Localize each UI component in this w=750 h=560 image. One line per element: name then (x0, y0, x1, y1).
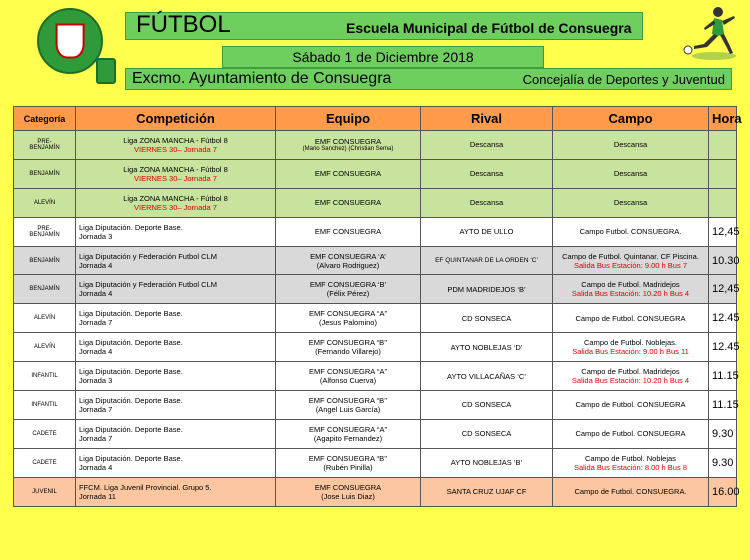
jornada-text: Jornada 7 (79, 404, 113, 414)
categoria-text: ALEVÍN (33, 344, 56, 351)
equipo-text: EMF CONSUEGRA (314, 227, 382, 237)
page-title: FÚTBOL (136, 11, 231, 38)
cell-equipo (276, 448, 421, 477)
cell-campo (553, 448, 709, 477)
campo-text: Campo de Futbol. CONSUEGRA. (574, 487, 687, 497)
table-row (14, 448, 737, 477)
campo-text: Campo de Futbol. Madridejos (581, 367, 680, 377)
campo-text: Campo de Futbol. Noblejas (585, 453, 676, 463)
cell-categoria (14, 246, 76, 275)
cell-hora: 12,45 (709, 217, 737, 246)
cell-categoria (14, 477, 76, 506)
coach-text: (Félix Pérez) (326, 289, 370, 299)
cell-hora: 12.45 (709, 304, 737, 333)
date-bar: Sábado 1 de Diciembre 2018 (222, 46, 544, 68)
football-player-icon (674, 4, 740, 62)
cell-competicion (76, 448, 276, 477)
categoria-text: INFANTIL (31, 373, 58, 380)
jornada-text: Jornada 4 (79, 289, 113, 299)
ayuntamiento-bar (125, 68, 732, 90)
coach-text: (Agapito Fernandez) (313, 433, 383, 443)
cell-categoria (14, 333, 76, 362)
cell-equipo (276, 131, 421, 160)
campo-text: Campo de Futbol. CONSUEGRA (575, 429, 686, 439)
cell-rival: PDM MADRIDEJOS ‘B’ (421, 275, 553, 304)
cell-equipo (276, 362, 421, 391)
table-row (14, 391, 737, 420)
categoria-text: PRE- BENJAMÍN (29, 138, 60, 151)
header-competicion: Competición (76, 107, 276, 131)
schedule-table (13, 106, 742, 507)
coach-text: (Alvaro Rodriguez) (316, 260, 380, 270)
equipo-text: EMF CONSUEGRA “A” (309, 367, 387, 377)
school-name: Escuela Municipal de Fútbol de Consuegra (346, 20, 632, 36)
cell-categoria (14, 362, 76, 391)
ayuntamiento-name: Excmo. Ayuntamiento de Consuegra (132, 70, 392, 87)
table-row (14, 159, 737, 188)
competicion-text: Liga ZONA MANCHA - Fútbol 8 (123, 193, 228, 203)
cell-campo (553, 362, 709, 391)
header-equipo: Equipo (276, 107, 421, 131)
cell-campo (553, 217, 709, 246)
campo-text: Campo de Futbol. CONSUEGRA (575, 313, 686, 323)
cell-campo (553, 275, 709, 304)
jornada-text: Jornada 11 (79, 491, 116, 501)
jornada-text: Jornada 3 (79, 376, 113, 386)
cell-hora: 9.30 (709, 419, 737, 448)
cell-campo (553, 246, 709, 275)
cell-competicion (76, 362, 276, 391)
competicion-text: Liga ZONA MANCHA - Fútbol 8 (123, 164, 228, 174)
competicion-text: Liga Diputación. Deporte Base. (79, 395, 183, 405)
campo-text: Descansa (613, 169, 648, 179)
cell-equipo (276, 246, 421, 275)
cell-categoria (14, 188, 76, 217)
cell-rival: Descansa (421, 188, 553, 217)
cell-competicion (76, 419, 276, 448)
equipo-text: EMF CONSUEGRA (314, 169, 382, 179)
title-bar (125, 12, 643, 40)
equipo-text: EMF CONSUEGRA (314, 137, 382, 147)
header-categoria: Categoría (14, 107, 76, 131)
cell-hora: 9.30 (709, 448, 737, 477)
bus-text: Salida Bus Estación: 8.00 h Bus 8 (574, 462, 687, 472)
campo-text: Descansa (613, 198, 648, 208)
small-crest-logo (96, 58, 116, 84)
cell-hora: 11.15 (709, 391, 737, 420)
bus-text: Salida Bus Estación: 9.00 h Bus 11 (572, 347, 689, 357)
categoria-text: BENJAMÍN (29, 257, 60, 264)
cell-equipo (276, 275, 421, 304)
jornada-text: Jornada 3 (79, 231, 113, 241)
cell-categoria (14, 217, 76, 246)
cell-equipo (276, 419, 421, 448)
cell-hora: 11.15 (709, 362, 737, 391)
table-row (14, 477, 737, 506)
categoria-text: BENJAMÍN (29, 170, 60, 177)
cell-hora: 12.45 (709, 333, 737, 362)
coach-text: (Jose Luis Diaz) (321, 491, 375, 501)
coach-text: (Mario Sanchez) (Christian Sema) (302, 146, 394, 153)
coach-text: (Rubén Pinilla) (323, 462, 373, 472)
jornada-text: VIERNES 30– Jornada 7 (134, 144, 217, 154)
cell-competicion (76, 304, 276, 333)
cell-rival: AYTO NOBLEJAS ‘B’ (421, 448, 553, 477)
equipo-text: EMF CONSUEGRA ‘B’ (309, 280, 387, 290)
cell-rival: CD SONSECA (421, 419, 553, 448)
cell-categoria (14, 131, 76, 160)
bus-text: Salida Bus Estación: 9.00 h Bus 7 (574, 260, 687, 270)
categoria-text: ALEVÍN (33, 199, 56, 206)
coach-text: (Fernando Villarejo) (315, 347, 381, 357)
categoria-text: PRE- BENJAMÍN (29, 225, 60, 238)
jornada-text: Jornada 7 (79, 433, 113, 443)
cell-rival: Descansa (421, 159, 553, 188)
equipo-text: EMF CONSUEGRA (314, 198, 382, 208)
table-row (14, 246, 737, 275)
categoria-text: ALEVÍN (33, 315, 56, 322)
campo-text: Campo de Futbol. CONSUEGRA (575, 400, 686, 410)
cell-campo (553, 333, 709, 362)
cell-equipo (276, 333, 421, 362)
cell-competicion (76, 477, 276, 506)
categoria-text: INFANTIL (31, 401, 58, 408)
cell-rival: AYTO NOBLEJAS ‘D’ (421, 333, 553, 362)
cell-rival: EF QUINTANAR DE LA ORDEN ‘C’ (421, 246, 553, 275)
cell-campo (553, 304, 709, 333)
cell-competicion (76, 391, 276, 420)
table-row (14, 333, 737, 362)
cell-hora: 10.30 (709, 246, 737, 275)
table-row (14, 131, 737, 160)
campo-text: Campo de Futbol. Madridejos (581, 280, 680, 290)
categoria-text: BENJAMÍN (29, 286, 60, 293)
table-row (14, 362, 737, 391)
table-row (14, 217, 737, 246)
equipo-text: EMF CONSUEGRA “A” (309, 424, 387, 434)
competicion-text: Liga Diputación. Deporte Base. (79, 338, 183, 348)
cell-categoria (14, 419, 76, 448)
cell-rival: CD SONSECA (421, 304, 553, 333)
table-row (14, 188, 737, 217)
cell-competicion (76, 275, 276, 304)
cell-categoria (14, 159, 76, 188)
cell-categoria (14, 391, 76, 420)
header-campo: Campo (553, 107, 709, 131)
competicion-text: FFCM. Liga Juvenil Provincial. Grupo 5. (79, 482, 212, 492)
coach-text: (Jesus Palomino) (319, 318, 377, 328)
table-body (14, 131, 740, 507)
jornada-text: Jornada 4 (79, 462, 113, 472)
competicion-text: Liga Diputación. Deporte Base. (79, 222, 183, 232)
cell-equipo (276, 304, 421, 333)
coach-text: (Angel Luis García) (315, 404, 381, 414)
bus-text: Salida Bus Estación: 10.20 h Bus 4 (571, 376, 690, 386)
cell-rival: CD SONSECA (421, 391, 553, 420)
cell-equipo (276, 217, 421, 246)
club-crest-logo (37, 8, 103, 74)
table-row (14, 275, 737, 304)
jornada-text: Jornada 7 (79, 318, 113, 328)
categoria-text: CADETE (32, 430, 57, 437)
competicion-text: Liga Diputación. Deporte Base. (79, 453, 183, 463)
cell-rival: SANTA CRUZ UJAF CF (421, 477, 553, 506)
cell-equipo (276, 188, 421, 217)
cell-hora (709, 159, 737, 188)
jornada-text: VIERNES 30– Jornada 7 (134, 173, 217, 183)
cell-campo (553, 391, 709, 420)
competicion-text: Liga Diputación. Deporte Base. (79, 309, 183, 319)
table-row (14, 419, 737, 448)
cell-campo (553, 131, 709, 160)
table-row (14, 304, 737, 333)
cell-campo (553, 159, 709, 188)
coach-text: (Alfonso Cuerva) (319, 376, 377, 386)
equipo-text: EMF CONSUEGRA ‘A’ (310, 251, 386, 261)
equipo-text: EMF CONSUEGRA “B’’ (308, 395, 388, 405)
cell-competicion (76, 333, 276, 362)
crest-shield-icon (56, 24, 85, 59)
cell-hora (709, 131, 737, 160)
cell-competicion (76, 159, 276, 188)
competicion-text: Liga Diputación. Deporte Base. (79, 367, 183, 377)
competicion-text: Liga ZONA MANCHA - Fútbol 8 (123, 135, 228, 145)
cell-hora (709, 188, 737, 217)
campo-text: Descansa (613, 140, 648, 150)
jornada-text: VIERNES 30– Jornada 7 (134, 202, 217, 212)
competicion-text: Liga Diputación y Federación Futbol CLM (79, 251, 217, 261)
categoria-text: CADETE (32, 459, 57, 466)
cell-rival: AYTO VILLACAÑAS ‘C’ (421, 362, 553, 391)
cell-competicion (76, 246, 276, 275)
equipo-text: EMF CONSUEGRA “B’’ (308, 453, 388, 463)
categoria-text: JUVENIL (32, 488, 57, 495)
competicion-text: Liga Diputación y Federación Futbol CLM (79, 280, 217, 290)
cell-equipo (276, 391, 421, 420)
equipo-text: EMF CONSUEGRA (314, 482, 382, 492)
cell-competicion (76, 217, 276, 246)
cell-equipo (276, 159, 421, 188)
cell-equipo (276, 477, 421, 506)
cell-competicion (76, 131, 276, 160)
equipo-text: EMF CONSUEGRA “B’’ (308, 338, 388, 348)
competicion-text: Liga Diputación. Deporte Base. (79, 424, 183, 434)
cell-hora: 12,45 (709, 275, 737, 304)
cell-competicion (76, 188, 276, 217)
campo-text: Campo de Futbol. Noblejas. (584, 338, 677, 348)
cell-categoria (14, 448, 76, 477)
campo-text: Campo Futbol. CONSUEGRA. (579, 227, 682, 237)
concejalia-name: Concejalía de Deportes y Juventud (522, 72, 725, 87)
cell-categoria (14, 275, 76, 304)
cell-campo (553, 477, 709, 506)
jornada-text: Jornada 4 (79, 260, 113, 270)
cell-rival: Descansa (421, 131, 553, 160)
bus-text: Salida Bus Estación: 10.20 h Bus 4 (571, 289, 690, 299)
equipo-text: EMF CONSUEGRA “A” (309, 309, 387, 319)
campo-text: Campo de Futbol. Quintanar. CF Piscina. (562, 251, 699, 261)
cell-categoria (14, 304, 76, 333)
cell-rival: AYTO DE ULLO (421, 217, 553, 246)
header-hora: Hora (709, 107, 737, 131)
jornada-text: Jornada 4 (79, 347, 113, 357)
cell-campo (553, 188, 709, 217)
header-rival: Rival (421, 107, 553, 131)
cell-campo (553, 419, 709, 448)
cell-hora: 16.00 (709, 477, 737, 506)
